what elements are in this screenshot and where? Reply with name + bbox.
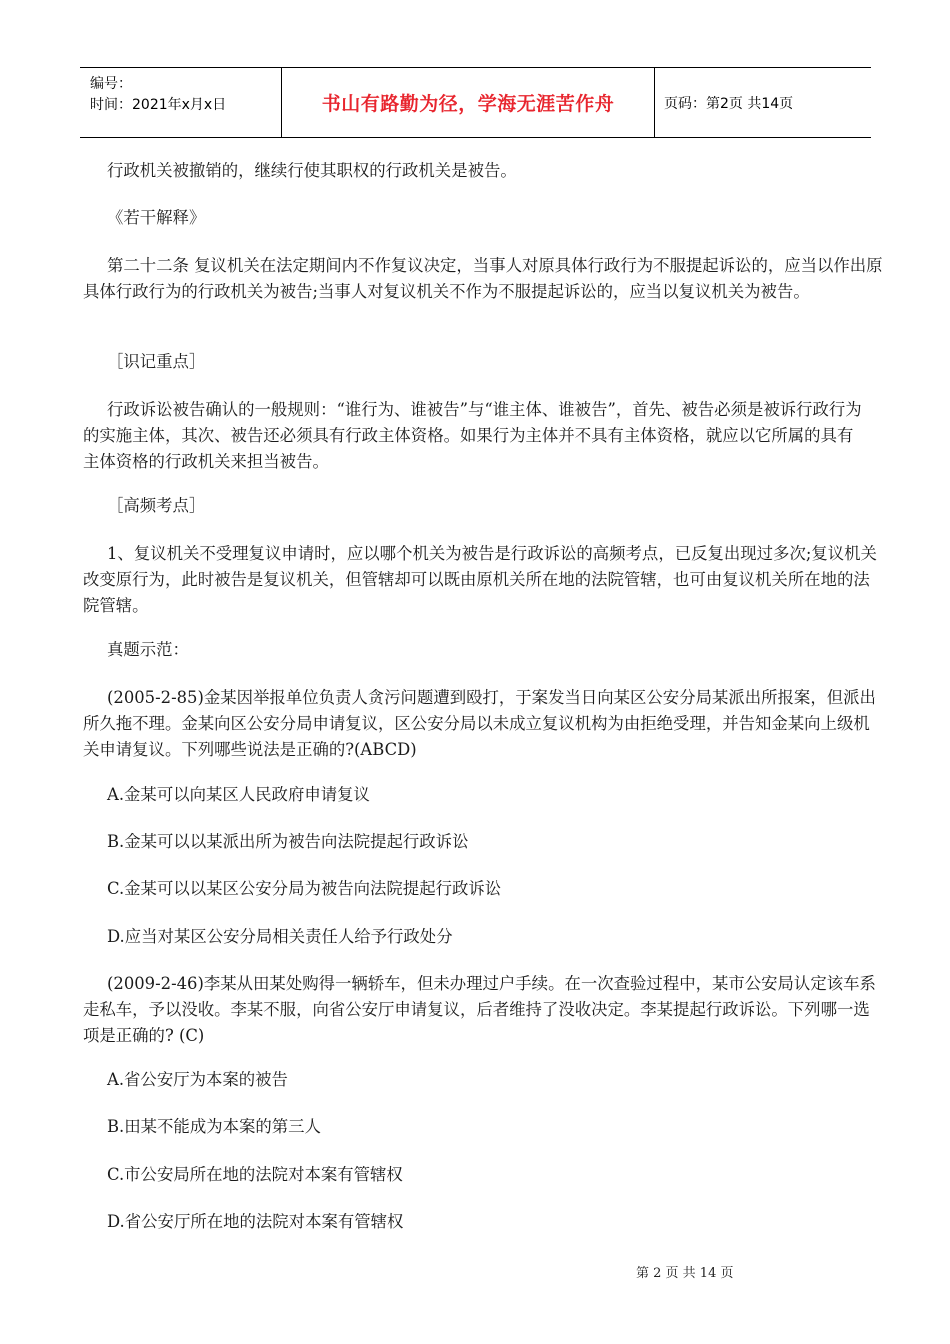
document-date-label: 时间：2021年x月x日 — [90, 97, 227, 113]
answer-option: A.金某可以向某区人民政府申请复议 — [107, 785, 370, 804]
answer-option: D.应当对某区公安分局相关责任人给予行政处分 — [107, 927, 453, 946]
document-number-label: 编号： — [90, 76, 132, 92]
paragraph: 第二十二条 复议机关在法定期间内不作复议决定，当事人对原具体行政行为不服提起诉讼的，应当以作出原具体行政行为的行政机关为被告;当事人对复议机关不作为不服提起诉讼的，应当以复议机关为被告。 — [83, 256, 883, 301]
header-meta — [80, 68, 282, 137]
page-footer: 第 2 页 共 14 页 — [636, 1266, 734, 1281]
answer-option: B.田某不能成为本案的第三人 — [107, 1117, 321, 1136]
section-heading: ［识记重点］ — [107, 352, 206, 371]
question-paragraph: (2009-2-46)李某从田某处购得一辆轿车，但未办理过户手续。在一次查验过程中，某市公安局认定该车系走私车，予以没收。李某不服，向省公安厅申请复议，后者维持了没收决定。李某提起行政诉讼。下列哪一选项是正确的? (C) — [83, 974, 876, 1045]
section-heading: 《若干解释》 — [107, 208, 206, 227]
header-page-info: 页码：第2页 共14页 — [664, 95, 794, 112]
section-heading: ［高频考点］ — [107, 496, 206, 515]
header-motto: 书山有路勤为径，学海无涯苦作舟 — [282, 68, 655, 137]
answer-option: D.省公安厅所在地的法院对本案有管辖权 — [107, 1212, 404, 1231]
section-heading: 真题示范： — [107, 640, 189, 659]
answer-option: B.金某可以以某派出所为被告向法院提起行政诉讼 — [107, 832, 469, 851]
page-header — [80, 67, 871, 138]
answer-option: C.市公安局所在地的法院对本案有管辖权 — [107, 1165, 403, 1184]
paragraph: 行政机关被撤销的，继续行使其职权的行政机关是被告。 — [107, 161, 517, 180]
paragraph: 行政诉讼被告确认的一般规则：“谁行为、谁被告”与“谁主体、谁被告”，首先、被告必须是被诉行政行为的实施主体，其次、被告还必须具有行政主体资格。如果行为主体并不具有主体资格，就应以它所属的具有主体资格的行政机关来担当被告。 — [83, 400, 862, 471]
paragraph: 1、复议机关不受理复议申请时，应以哪个机关为被告是行政诉讼的高频考点，已反复出现过多次;复议机关改变原行为，此时被告是复议机关，但管辖却可以既由原机关所在地的法院管辖，也可由复议机关所在地的法院管辖。 — [83, 544, 877, 615]
question-paragraph: (2005-2-85)金某因举报单位负责人贪污问题遭到殴打，于案发当日向某区公安分局某派出所报案，但派出所久拖不理。金某向区公安分局申请复议，区公安分局以未成立复议机构为由拒绝受理，并告知金某向上级机关申请复议。下列哪些说法是正确的?(ABCD) — [83, 688, 876, 759]
answer-option: A.省公安厅为本案的被告 — [107, 1070, 288, 1089]
answer-option: C.金某可以以某区公安分局为被告向法院提起行政诉讼 — [107, 879, 502, 898]
